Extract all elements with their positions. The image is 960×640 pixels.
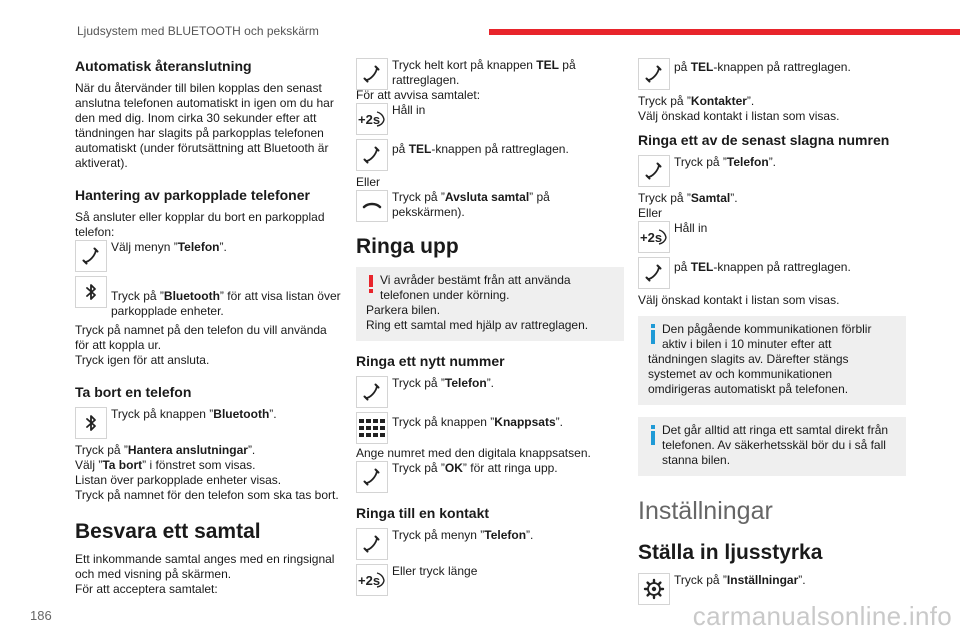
info-icon — [649, 425, 657, 449]
phone-icon — [356, 461, 388, 493]
instruction-text: Tryck på ”Telefon”. — [392, 376, 495, 390]
heading-ljusstyrka: Ställa in ljusstyrka — [638, 541, 823, 564]
instruction-text: Tryck på ”OK” för att ringa upp. — [392, 461, 558, 475]
step-hantera: Tryck på ”Hantera anslutningar”. — [75, 443, 256, 457]
phone-icon — [638, 155, 670, 187]
instruction-row — [638, 221, 906, 253]
instruction-row — [356, 139, 624, 171]
instruction-row — [638, 257, 906, 289]
watermark: carmanualsonline.info — [692, 601, 952, 631]
heading-automatisk-ateranslutning: Automatisk återanslutning — [75, 58, 252, 74]
hold-2s-icon — [638, 221, 670, 253]
step-samtal: Tryck på ”Samtal”. — [638, 191, 738, 205]
paragraph-koppla-ur: Tryck på namnet på den telefon du vill använda för att koppla ur. — [75, 323, 327, 352]
instruction-row — [75, 276, 343, 319]
hold-2s-icon — [356, 564, 388, 596]
warning-text: Vi avråder bestämt från att använda telefonen under körning. — [380, 273, 571, 302]
paragraph-eller: Eller — [638, 206, 663, 220]
instruction-text: Tryck på ”Avsluta samtal” på pekskärmen). — [392, 190, 550, 219]
instruction-row — [638, 58, 906, 90]
warning-note — [356, 267, 624, 341]
step-valj-kontakt: Välj önskad kontakt i listan som visas. — [638, 109, 840, 123]
paragraph-besvara: Ett inkommande samtal anges med en ringsignal och med visning på skärmen. — [75, 552, 335, 581]
paragraph-ange: Ange numret med den digitala knappsatsen. — [356, 446, 591, 460]
instruction-row — [75, 407, 343, 439]
phone-icon — [638, 257, 670, 289]
step-ta-bort: Välj ”Ta bort” i fönstret som visas. — [75, 458, 256, 472]
heading-kontakt: Ringa till en kontakt — [356, 505, 490, 521]
instruction-row — [356, 190, 624, 222]
instruction-text: Eller tryck länge — [392, 564, 478, 578]
instruction-row — [356, 58, 624, 90]
phone-icon — [356, 376, 388, 408]
warning-text: Ring ett samtal med hjälp av rattreglagen. — [366, 318, 589, 332]
phone-icon — [356, 528, 388, 560]
instruction-text: Håll in — [674, 221, 708, 235]
instruction-text: Tryck på menyn ”Telefon”. — [392, 528, 534, 542]
instruction-row — [75, 240, 343, 272]
paragraph-hantering: Så ansluter eller kopplar du bort en parkopplad telefon: — [75, 210, 325, 239]
bluetooth-icon — [75, 407, 107, 439]
svg-text:+2s: +2s — [640, 230, 663, 245]
instruction-row — [356, 528, 624, 560]
warning-icon — [367, 275, 375, 297]
info-text: tändningen slagits av. Därefter stängs systemet av och kommunikationen omdirigeras automatiskt på telefonen. — [648, 352, 849, 396]
instruction-text: Tryck på ”Bluetooth” för att visa listan över parkopplade enheter. — [111, 289, 341, 318]
header-title: Ljudsystem med BLUETOOTH och pekskärm — [77, 24, 319, 38]
info-note — [638, 316, 906, 405]
phone-icon — [75, 240, 107, 272]
instruction-row — [356, 412, 624, 444]
heading-ta-bort: Ta bort en telefon — [75, 384, 192, 400]
header-accent-bar — [489, 29, 960, 35]
svg-text:+2s: +2s — [358, 573, 381, 588]
step-listan: Listan över parkopplade enheter visas. — [75, 473, 282, 487]
column-right — [638, 58, 906, 609]
heading-besvara: Besvara ett samtal — [75, 520, 261, 543]
hang-up-icon — [356, 190, 388, 222]
keypad-icon — [356, 412, 388, 444]
phone-icon — [356, 58, 388, 90]
instruction-text: Tryck på knappen ”Knappsats”. — [392, 415, 563, 429]
instruction-text: på TEL-knappen på rattreglagen. — [674, 260, 851, 274]
info-text: Det går alltid att ringa ett samtal direkt från telefonen. Av säkerhetsskäl bör du i så fall stanna bilen. — [662, 423, 889, 467]
paragraph-eller: Eller — [356, 175, 381, 189]
step-namnet: Tryck på namnet för den telefon som ska tas bort. — [75, 488, 339, 502]
instruction-text: på TEL-knappen på rattreglagen. — [392, 142, 569, 156]
hold-2s-icon — [356, 103, 388, 135]
instruction-row — [356, 564, 624, 596]
heading-nytt-nummer: Ringa ett nytt nummer — [356, 353, 505, 369]
heading-senast-slagna: Ringa ett av de senast slagna numren — [638, 132, 890, 148]
heading-installningar: Inställningar — [638, 497, 773, 525]
instruction-text: på TEL-knappen på rattreglagen. — [674, 60, 851, 74]
settings-icon — [638, 573, 670, 605]
instruction-text: Välj menyn ”Telefon”. — [111, 240, 227, 254]
step-valj-kontakt: Välj önskad kontakt i listan som visas. — [638, 293, 840, 307]
instruction-row — [356, 376, 624, 408]
phone-icon — [638, 58, 670, 90]
instruction-text: Tryck på ”Telefon”. — [674, 155, 777, 169]
step-kontakter: Tryck på ”Kontakter”. — [638, 94, 755, 108]
info-icon — [649, 324, 657, 348]
svg-text:+2s: +2s — [358, 112, 381, 127]
paragraph-avvisa: För att avvisa samtalet: — [356, 88, 481, 102]
heading-ringa-upp: Ringa upp — [356, 235, 459, 258]
instruction-text: Tryck på ”Inställningar”. — [674, 573, 806, 587]
instruction-row — [638, 155, 906, 187]
bluetooth-icon — [75, 276, 107, 308]
warning-text: Parkera bilen. — [366, 303, 441, 317]
instruction-row — [356, 461, 624, 493]
instruction-text: Tryck helt kort på knappen TEL på rattreglagen. — [392, 58, 576, 87]
paragraph-automatisk: När du återvänder till bilen kopplas den senast anslutna telefonen automatiskt in igen om du har den med dig. Inom cirka 30 sekunder efter att tändningen har slagits på parkopplas telefonen automatiskt (under förutsättning att Bluetooth är aktiverat). — [75, 81, 334, 170]
instruction-text: Håll in — [392, 103, 426, 117]
phone-icon — [356, 139, 388, 171]
instruction-row — [356, 103, 624, 135]
column-left — [75, 58, 343, 597]
info-note — [638, 417, 906, 476]
paragraph-acceptera: För att acceptera samtalet: — [75, 582, 218, 596]
page-number: 186 — [30, 608, 52, 623]
column-middle — [356, 58, 624, 600]
heading-hantering: Hantering av parkopplade telefoner — [75, 187, 310, 203]
paragraph-ansluta: Tryck igen för att ansluta. — [75, 353, 210, 367]
instruction-text: Tryck på knappen ”Bluetooth”. — [111, 407, 277, 421]
info-text: Den pågående kommunikationen förblir aktiv i bilen i 10 minuter efter att — [662, 322, 872, 351]
